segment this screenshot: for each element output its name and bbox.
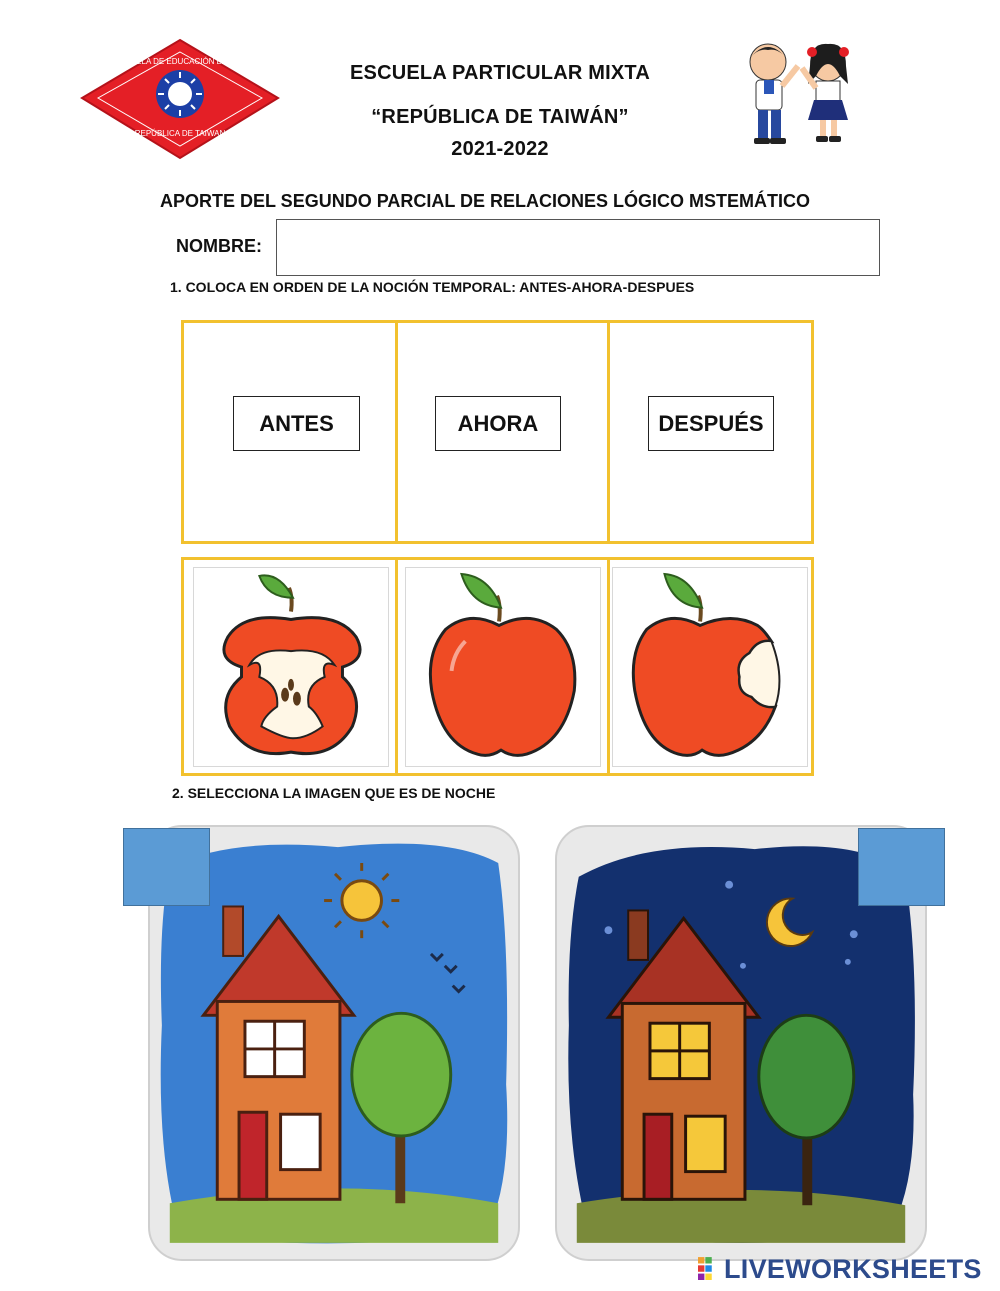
label-antes[interactable]: ANTES	[233, 396, 360, 451]
school-year: 2021-2022	[451, 138, 549, 160]
students-illustration	[728, 36, 868, 148]
seal-text-top: ESCUELA DE EDUCACIÓN BÁSICA	[113, 57, 247, 66]
liveworksheets-icon	[698, 1256, 720, 1282]
question-1-text: 1. COLOCA EN ORDEN DE LA NOCIÓN TEMPORAL: ANTES-AHORA-DESPUES	[170, 279, 695, 295]
question-2-text: 2. SELECCIONA LA IMAGEN QUE ES DE NOCHE	[172, 785, 496, 801]
bitten-apple-icon	[633, 574, 779, 755]
bitten-apple-image[interactable]	[612, 567, 808, 767]
label-despues[interactable]: DESPUÉS	[648, 396, 774, 451]
apple-core-image[interactable]	[193, 567, 389, 767]
whole-apple-image[interactable]	[405, 567, 601, 767]
day-house-scene	[161, 844, 508, 1244]
night-scene-checkbox[interactable]	[858, 828, 945, 906]
name-label: NOMBRE:	[176, 236, 262, 256]
school-seal-logo	[80, 38, 280, 160]
day-scene-checkbox[interactable]	[123, 828, 210, 906]
seal-text-bottom: REPÚBLICA DE TAIWAN	[134, 129, 226, 138]
apple-core-icon	[224, 575, 360, 753]
whole-apple-icon	[430, 574, 575, 755]
liveworksheets-logo[interactable]	[698, 1254, 998, 1284]
worksheet-title: APORTE DEL SEGUNDO PARCIAL DE RELACIONES LÓGICO MSTEMÁTICO	[160, 191, 811, 211]
label-ahora[interactable]: AHORA	[435, 396, 561, 451]
liveworksheets-brand: LIVEWORKSHEETS	[724, 1253, 982, 1284]
name-input[interactable]	[276, 219, 880, 276]
school-name: ESCUELA PARTICULAR MIXTA	[350, 62, 650, 84]
school-subtitle: “REPÚBLICA DE TAIWÁN”	[371, 106, 629, 128]
